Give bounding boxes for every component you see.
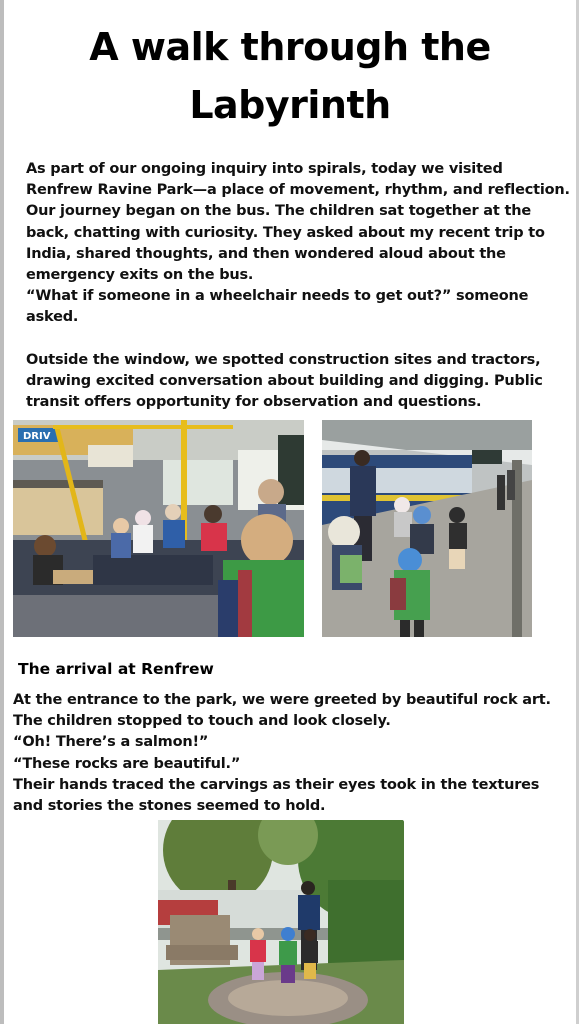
arrival-paragraph-1: At the entrance to the park, we were greeted by beautiful rock art. The children stopped to touch and look closely. xyxy=(13,692,551,730)
bus-ad-text: DRIV xyxy=(23,431,51,442)
page-border-left xyxy=(0,0,4,1024)
intro-paragraph-1: As part of our ongoing inquiry into spirals, today we visited Renfrew Ravine Park—a place of movement, rhythm, and reflection. xyxy=(26,161,570,199)
paragraph-spacer xyxy=(26,329,571,350)
photo-children-at-platform xyxy=(322,420,532,637)
arrival-quote-2: “These rocks are beautiful.” xyxy=(13,755,241,772)
intro-quote: “What if someone in a wheelchair needs to get out?” someone asked. xyxy=(26,288,529,326)
arrival-text xyxy=(13,690,568,817)
title-line-1: A walk through the xyxy=(89,25,491,69)
intro-paragraph-3: Outside the window, we spotted construction sites and tractors, drawing excited conversation about building and digging. Public transit offers opportunity for observation and questions. xyxy=(26,351,543,411)
section-heading-arrival: The arrival at Renfrew xyxy=(18,660,214,678)
photo-children-on-bus xyxy=(13,420,304,637)
intro-paragraph-2: Our journey began on the bus. The children sat together at the back, chatting with curiosity. They asked about my recent trip to India, shared thoughts, and then wondered aloud about the emergency exits on the bus. xyxy=(26,203,545,284)
arrival-quote-1: “Oh! There’s a salmon!” xyxy=(13,734,209,751)
title-line-2: Labyrinth xyxy=(189,83,391,127)
photo-park-entrance xyxy=(158,820,404,1024)
intro-text xyxy=(26,159,571,413)
arrival-paragraph-2: Their hands traced the carvings as their eyes took in the textures and stories the stones seemed to hold. xyxy=(13,776,540,815)
page-title xyxy=(40,18,540,134)
